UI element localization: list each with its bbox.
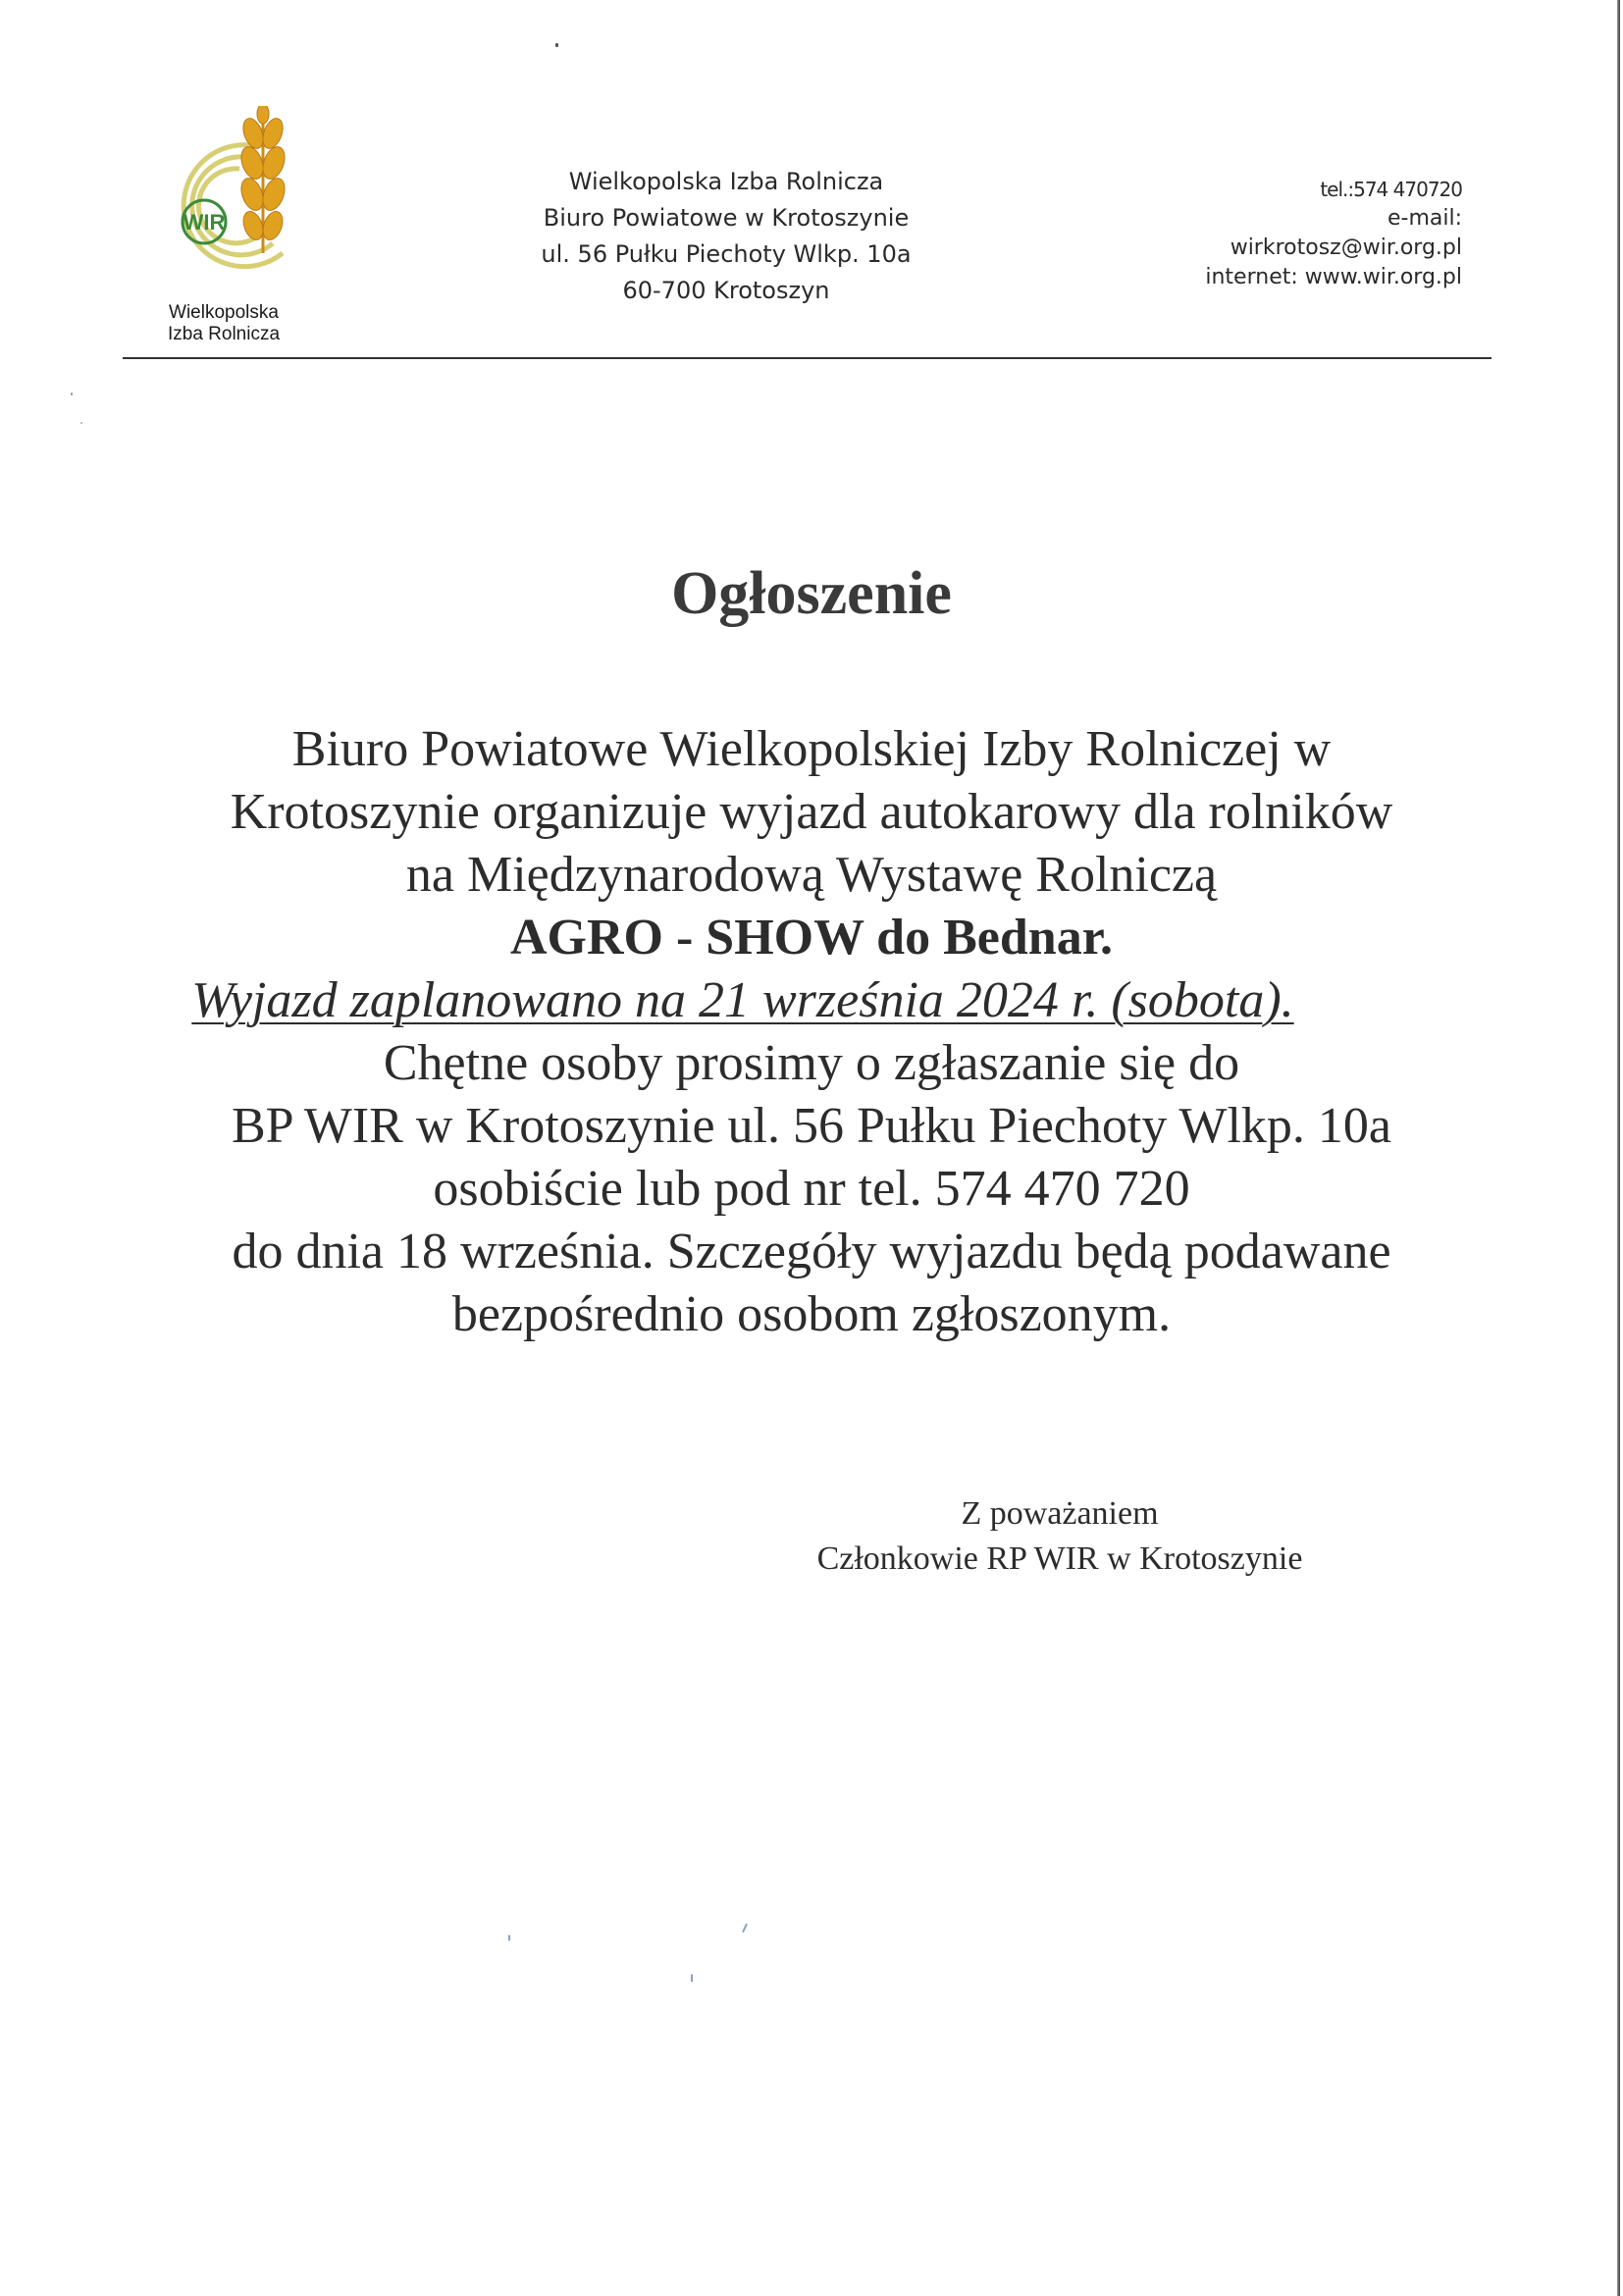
- contact-email: wirkrotosz@wir.org.pl: [1230, 235, 1462, 260]
- announcement-body: [98, 718, 1525, 1346]
- contact-email-label: e-mail:: [1387, 206, 1462, 231]
- body-line-7: BP WIR w Krotoszynie ul. 56 Pułku Piechoty Wlkp. 10a: [232, 1098, 1391, 1154]
- contact-phone: tel.:574 470720: [1320, 178, 1462, 201]
- office-address: [491, 164, 962, 309]
- address-line-1: Wielkopolska Izba Rolnicza: [568, 168, 884, 195]
- contact-website: internet: www.wir.org.pl: [1205, 265, 1462, 289]
- body-line-10: bezpośrednio osobom zgłoszonym.: [451, 1286, 1172, 1342]
- signature-closing: Z poważaniem: [961, 1495, 1159, 1532]
- body-trip-date: Wyjazd zaplanowano na 21 września 2024 r. (sobota).: [191, 972, 1294, 1028]
- signature-block: [746, 1491, 1374, 1582]
- svg-text:WIR: WIR: [183, 210, 226, 235]
- logo-caption-line2: Izba Rolnicza: [167, 324, 281, 344]
- announcement-title: Ogłoszenie: [671, 560, 952, 627]
- contact-info: [1109, 175, 1462, 292]
- body-line-6: Chętne osoby prosimy o zgłaszanie się do: [383, 1035, 1240, 1091]
- wir-logo: [135, 106, 302, 351]
- body-line-3: na Międzynarodową Wystawę Rolniczą: [405, 847, 1218, 903]
- address-line-4: 60-700 Krotoszyn: [622, 277, 830, 304]
- signature-signatories: Członkowie RP WIR w Krotoszynie: [816, 1540, 1303, 1577]
- logo-caption: [155, 302, 292, 345]
- body-line-8: osobiście lub pod nr tel. 574 470 720: [433, 1161, 1190, 1217]
- body-event-name: AGRO - SHOW do Bednar.: [509, 910, 1114, 965]
- address-line-2: Biuro Powiatowe w Krotoszynie: [543, 204, 910, 232]
- logo-caption-line1: Wielkopolska: [169, 302, 279, 323]
- header-divider: [123, 357, 1492, 359]
- wir-wheat-logo-icon: [135, 106, 302, 302]
- body-line-9: do dnia 18 września. Szczegóły wyjazdu będą podawane: [232, 1224, 1391, 1279]
- body-line-2: Krotoszynie organizuje wyjazd autokarowy dla rolników: [230, 784, 1393, 840]
- body-line-1: Biuro Powiatowe Wielkopolskiej Izby Rolniczej w: [291, 721, 1332, 777]
- scan-edge: [1617, 0, 1620, 2296]
- address-line-3: ul. 56 Pułku Piechoty Wlkp. 10a: [541, 240, 912, 268]
